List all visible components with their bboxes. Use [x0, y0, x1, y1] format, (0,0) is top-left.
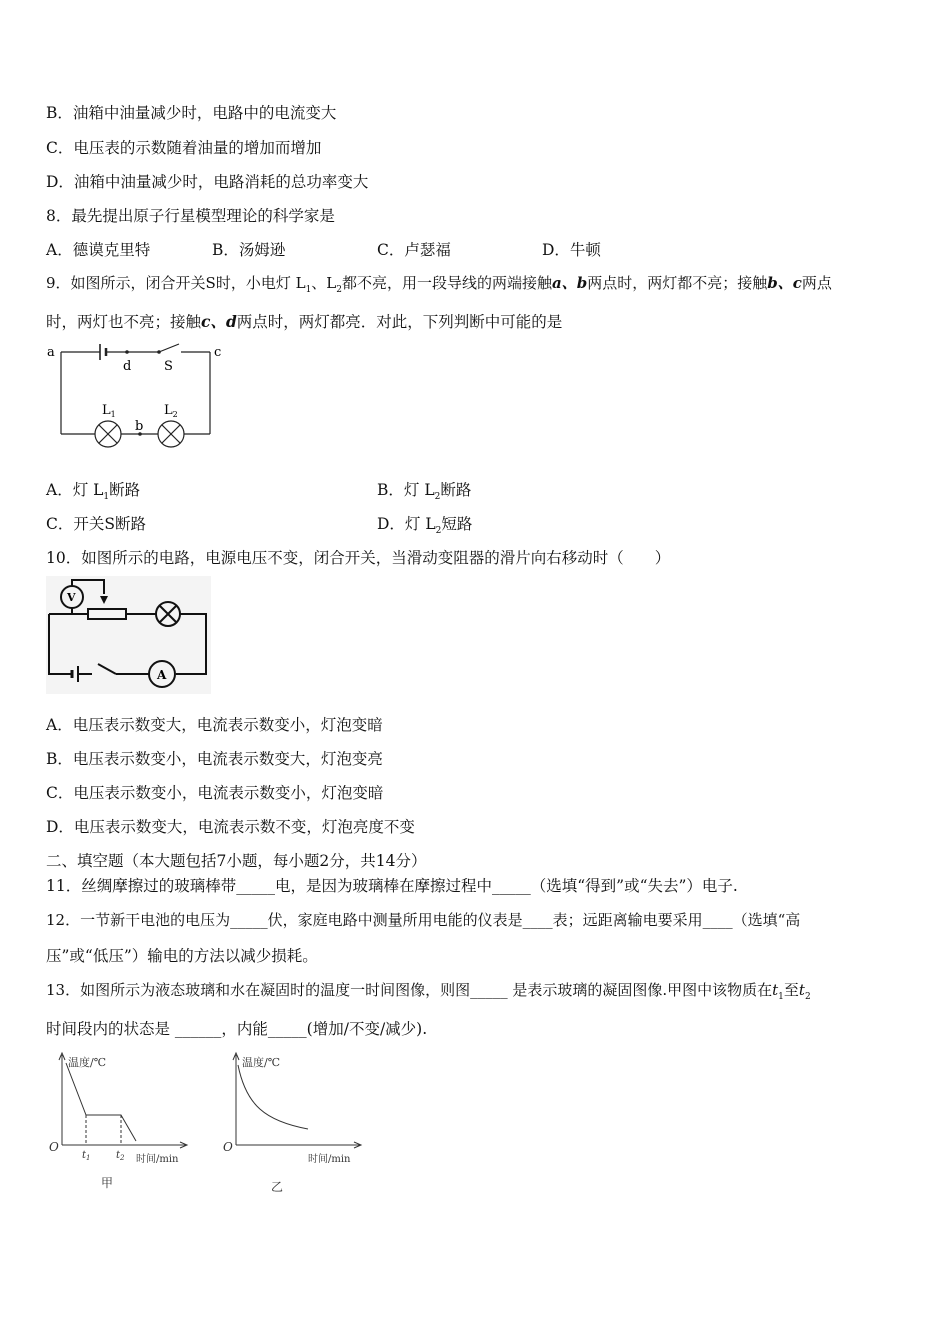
q13-graph-yi-ylabel: 温度/℃ [242, 1056, 281, 1069]
q13-graph-jia-xlabel: 时间/min [136, 1154, 179, 1165]
q9-fig-label-l1: $L_1$ [102, 403, 116, 419]
q9-fig-label-s: S [164, 359, 173, 374]
q13-graph-jia-ylabel: 温度/℃ [68, 1056, 107, 1069]
q13-graph-yi-origin: O [223, 1140, 233, 1154]
q10-fig-ammeter: A [157, 668, 167, 682]
q10-option-b: B．电压表示数变小，电流表示数变大，灯泡变亮 [46, 750, 383, 768]
q12-line2: 压”或“低压”）输电的方法以减少损耗。 [46, 947, 318, 965]
q9-fig-label-l2: $L_2$ [164, 403, 178, 419]
q13-line2: 时间段内的状态是 ______，内能_____(增加/不变/减少). [46, 1020, 428, 1038]
q13-line1: 13．如图所示为液态玻璃和水在凝固时的温度一时间图像，则图_____ 是表示玻璃的凝固图像.甲图中该物质在$t_1$至$t_2$ [46, 981, 811, 1002]
q10-stem: 10．如图所示的电路，电源电压不变，闭合开关，当滑动变阻器的滑片向右移动时（ ） [46, 549, 671, 567]
q13-graph-jia [46, 1045, 206, 1195]
q13-graph-yi-xlabel: 时间/min [308, 1154, 351, 1165]
q13-graph-yi-caption: 乙 [271, 1180, 284, 1194]
q13-graph-jia-caption: 甲 [101, 1176, 114, 1190]
q9-fig-label-d: d [123, 359, 132, 374]
q13-graph-jia-origin: O [49, 1140, 59, 1154]
q10-option-c: C．电压表示数变小，电流表示数变小，灯泡变暗 [46, 784, 384, 802]
q10-fig-voltmeter: V [67, 591, 76, 604]
q8-option-b: B．汤姆逊 [212, 241, 286, 259]
q10-option-d: D．电压表示数变大，电流表示数不变，灯泡亮度不变 [46, 818, 415, 836]
q13-graph-jia-t2: $t_2$ [116, 1150, 125, 1162]
q9-stem-line2: 时，两灯也不亮；接触c、d两点时，两灯都亮．对此，下列判断中可能的是 [46, 312, 563, 331]
q9-stem-line1: 9．如图所示，闭合开关S时，小电灯 $L_1$、$L_2$都不亮，用一段导线的两端接触a、b两点时，两灯都不亮；接触b、c两点 [46, 274, 832, 295]
q8-option-a: A．德谟克里特 [46, 241, 151, 259]
q13-graph-jia-t1: $t_1$ [82, 1150, 91, 1162]
q9-fig-label-b: b [135, 419, 144, 434]
q9-option-c: C．开关S断路 [46, 515, 146, 533]
q13-graph-yi [220, 1045, 380, 1195]
q7-option-c: C．电压表的示数随着油量的增加而增加 [46, 139, 322, 157]
q11-text: 11．丝绸摩擦过的玻璃棒带_____电，是因为玻璃棒在摩擦过程中_____（选填“得到”或“失去”）电子. [46, 877, 738, 895]
section-2-heading: 二、填空题（本大题包括7小题，每小题2分，共14分） [46, 852, 427, 870]
q9-fig-label-a: a [47, 345, 55, 360]
q9-option-d: D．灯 $L_2$短路 [377, 515, 473, 537]
q10-option-a: A．电压表示数变大，电流表示数变小，灯泡变暗 [46, 716, 383, 734]
q8-stem: 8．最先提出原子行星模型理论的科学家是 [46, 207, 335, 225]
q9-option-b: B．灯 $L_2$断路 [377, 481, 472, 503]
q7-option-b: B．油箱中油量减少时，电路中的电流变大 [46, 104, 337, 122]
q8-option-c: C．卢瑟福 [377, 241, 451, 259]
q7-option-d: D．油箱中油量减少时，电路消耗的总功率变大 [46, 173, 369, 191]
q12-line1: 12．一节新干电池的电压为_____伏，家庭电路中测量所用电能的仪表是____表；远距离输电要采用____（选填“高 [46, 911, 801, 929]
q9-option-a: A．灯 $L_1$断路 [46, 481, 141, 503]
q9-circuit-diagram [44, 340, 234, 455]
q9-fig-label-c: c [214, 345, 222, 360]
q10-circuit-diagram [46, 576, 211, 694]
q8-option-d: D．牛顿 [542, 241, 601, 259]
